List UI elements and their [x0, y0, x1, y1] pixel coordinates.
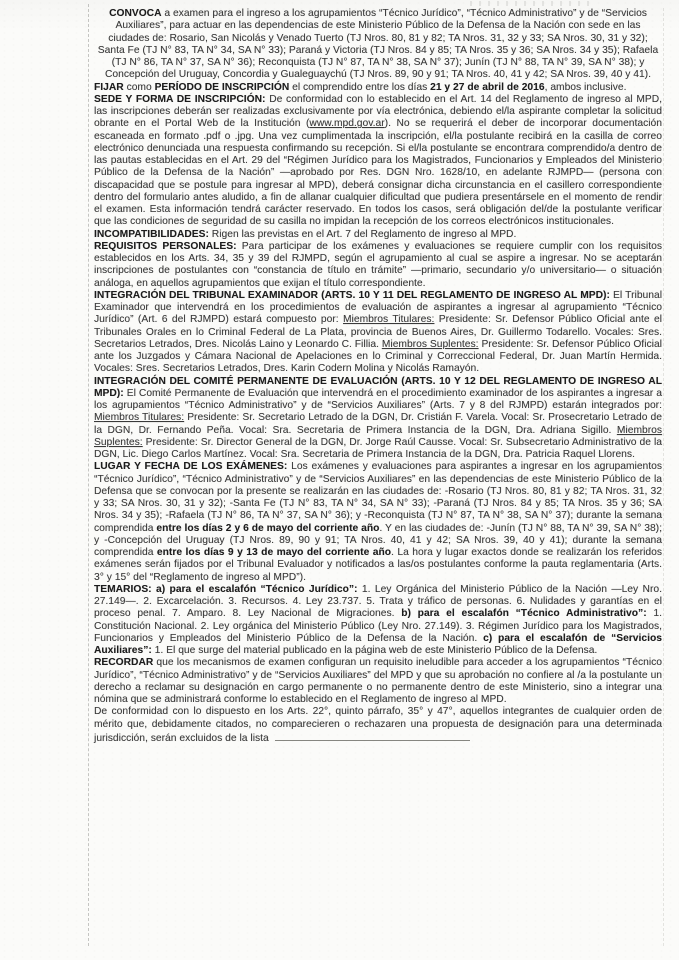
text-run: Presidente: Sr. Defensor Público Oficial ante los Juzgados y Cámara Nacional de Apelaciones en lo Criminal y Correccional Federal, Dr. Juan Martín Hermida. Vocales: Sres. Secretarios Letrados, Dres. Karin Codern Molina y Nicolás Ramayón. — [94, 338, 662, 375]
paragraph-tribunal-examinador — [94, 290, 662, 376]
text-run: El Comité Permanente de Evaluación que intervendrá en el procedimiento examinador de los aspirantes a ingresar a los agrupamientos “Técnico Administrativo” y de “Servicios Auxiliares” (Arts. 7 y 8 del RJMPD) estarán integrados por: — [94, 387, 662, 411]
paragraph-temarios — [94, 584, 662, 658]
text-run: . Y en las ciudades de: -Junín (TJ N° 88, TA N° 39, SA N° 38); y -Concepción del Uruguay (TJ Nros. 89, 90 y 91; TA Nros. 40, 41 y 42; SA Nros. 39, 40 y 41); durante la semana comprendida — [94, 522, 662, 558]
text-run: 1. El que surge del material publicado en la página web de este Ministerio Público de la Defensa. — [151, 645, 598, 656]
text-run: Presidente: Sr. Secretario Letrado de la DGN, Dr. Cristián F. Varela. Vocal: Sr. Prosecretario Letrado de la DGN, Dr. Fernando Peña. Vocal: Sra. Secretaria de Primera Instancia de la DGN, Dra. Adriana Sigillo. — [94, 412, 662, 436]
text-run: c) para el escalafón de “Servicios Auxiliares”: — [94, 632, 662, 656]
text-run: Presidente: Sr. Defensor Público Oficial ante el Tribunales Orales en lo Criminal Federal de La Plata, provincia de Buenos Aires, Dr. Guillermo Todarello. Vocales: Sres. Secretarios Letrados, Dres. Nicolás Laino y Leonardo C. Fillia. — [94, 314, 662, 350]
text-run: Miembros Suplentes: — [381, 338, 479, 350]
text-run: Miembros Titulares: — [343, 314, 435, 326]
text-run: 1. Ley Orgánica del Ministerio Público de la Nación —Ley Nro. 27.149—. 2. Excarcelación. 3. Recursos. 4. Ley 23.737. 5. Trata y tráfico de personas. 6. Nulidades y garantías en el proceso penal. 7. Amparo. 8. Ley Nacional de Migraciones. — [94, 583, 663, 620]
text-run: INCOMPATIBILIDADES: — [94, 228, 209, 240]
text-run: entre los días 2 y 6 de mayo del corriente año — [156, 522, 380, 534]
paragraph-incompatibilidades — [94, 229, 662, 241]
paragraph-sede-forma-inscripcion — [94, 94, 662, 229]
text-run: CONVOCA — [109, 8, 162, 19]
text-run: TEMARIOS: a) para el escalafón “Técnico Jurídico”: — [94, 583, 358, 595]
text-run: De conformidad con lo establecido en el Art. 14 del Reglamento de ingreso al MPD, las inscripciones deberán ser realizadas exclusivamente por vía electrónica, debiendo el/la aspirante completar la solicitud obrante en el Portal Web de la Institución ( — [94, 93, 662, 130]
text-run: como — [123, 81, 155, 93]
text-run: REQUISITOS PERSONALES: — [94, 240, 237, 252]
text-run: INTEGRACIÓN DEL TRIBUNAL EXAMINADOR (ARTS. 10 Y 11 DEL REGLAMENTO DE INGRESO AL MPD): — [94, 289, 610, 301]
text-run: que los mecanismos de examen configuran un requisito ineludible para acceder a los agrupamientos “Técnico Jurídico”, “Técnico Administrativo” y de “Servicios Auxiliares” del MPD y que su aprobación no confiere al /a la postulante un derecho a reclamar su designación en cargo permanente o no permanente dentro de este Ministerio, sino a integrar una nómina que se administrará conforme lo establecido en el Reglamento de ingreso al MPD. — [94, 657, 662, 705]
text-run: RECORDAR — [94, 657, 154, 669]
text-run: 1. Constitución Nacional. 2. Ley orgánica del Ministerio Público (Ley Nro. 27.149). 3. Régimen Jurídico para los Magistrados, Funcionarios y Empleados del Ministerio Público de la Defensa de la Nación. — [94, 608, 662, 644]
text-run: a examen para el ingreso a los agrupamientos “Técnico Jurídico”, “Técnico Administrativo” y de “Servicios Auxiliares”, para actuar en las dependencias de este Ministerio Público de la Defensa de la Nación con sede en las ciudades de: Rosario, San Nicolás y Venado Tuerto (TJ Nros. 80, 81 y 82; TA Nros. 31, 32 y 33; SA Nros. 30, 31 y 32); Santa Fe (TJ N° 83, TA N° 34, SA N° 33); Paraná y Victoria (TJ Nros. 84 y 85; TA Nros. 35 y 36; SA Nros. 34 y 35); Rafaela (TJ N° 86, TA N° 37, SA N° 36); Reconquista (TJ N° 87, TA N° 38, SA N° 37); Junín (TJ N° 88, TA N° 39, SA N° 38); y Concepción del Uruguay, Concordia y Gualeguaychú (TJ Nros. 89, 90 y 91; TA Nros. 40, 41 y 42; SA Nros. 39, 40 y 41). — [97, 8, 659, 81]
text-run: Los exámenes y evaluaciones para aspirantes a ingresar en los agrupamientos “Técnico Jurídico”, “Técnico Administrativo” y de “Servicios Auxiliares” en las dependencias de este Ministerio Público de la Defensa que se convocan por la presente se realizarán en las ciudades de: -Rosario (TJ Nros. 80, 81 y 82; TA Nros. 31, 32 y 33; SA Nros. 30, 31 y 32); -Santa Fe (TJ N° 83, TA N° 34, SA N° 33); -Paraná (TJ Nros. 84 y 85; TA Nros. 35 y 36; SA Nros. 34 y 35); -Rafaela (TJ N° 86, TA N° 37, SA N° 36); y -Reconquista (TJ N° 87, TA N° 38, SA N° 37); durante la semana comprendida — [94, 461, 662, 534]
text-run: entre los días 9 y 13 de mayo del corriente año — [156, 547, 392, 558]
text-run: LUGAR Y FECHA DE LOS EXÁMENES: — [94, 461, 288, 473]
text-run: ). No se requerirá el deber de incorporar documentación escaneada en formato .pdf o .jpg. Una vez cumplimentada la inscripción, el/la postulante recibirá en la casilla de correo electrónico denunciada una respuesta confirmando su recepción. Si el/la postulante se encontrara comprendido/a dentro de las pautas establecidas en el Art. 29 del “Régimen Jurídico para los Magistrados, Funcionarios y Empleados del Ministerio Público de la Defensa de la Nación” —aprobado por Res. DGN Nro. 1628/10, en adelante RJMPD— (persona con discapacidad que se postule para ingresar al MPD), deberá consignar dicha circunstancia en el casillero correspondiente dentro del formulario antes aludido, a fin de allanar cualquier dificultad que pudiera presentársele en el momento de rendir el examen. Esta información tendrá carácter reservado. En todos los casos, será obligación del/de la postulante verificar que las condiciones de seguridad de su casilla no impidan la recepción de los correos electrónicos institucionales. — [94, 118, 662, 228]
text-run: Para participar de los exámenes y evaluaciones se requiere cumplir con los requisitos establecidos en los Arts. 34, 35 y 39 del RJMPD, según el agrupamiento al cual se aspire a ingresar. No se aceptarán inscripciones de postulantes con “constancia de título en trámite” —primario, secundario y/o universitario— o situación análoga, en aquellos agrupamientos que exijan el título correspondiente. — [94, 240, 662, 289]
paragraph-recordar — [94, 657, 662, 706]
document-body — [94, 8, 662, 745]
paragraph-conformidad-final — [94, 706, 662, 745]
mpd-url: www.mpd.gov.ar — [309, 118, 385, 130]
paragraph-requisitos-personales — [94, 241, 662, 290]
text-run: El Tribunal Examinador que intervendrá en los procedimientos de evaluación de aspirantes a ingresar al agrupamiento “Técnico Jurídico” (Art. 6 del RJMPD) estará compuesto por: — [94, 289, 663, 326]
text-run: . La hora y lugar exactos donde se realizarán los referidos exámenes serán fijados por el Tribunal Evaluador y notificados a las/os postulantes conforme la pauta reglamentaria (Arts. 3° y 15° del “Reglamento de ingreso al MPD”). — [94, 547, 662, 583]
paragraph-fijar — [94, 82, 662, 94]
text-run: , ambos inclusive. — [544, 81, 627, 93]
paragraph-convoca — [94, 8, 662, 82]
left-margin-line — [88, 4, 89, 946]
text-run: Miembros Suplentes: — [94, 424, 662, 448]
text-run: SEDE Y FORMA DE INSCRIPCIÓN: — [94, 93, 266, 105]
text-run: Miembros Titulares: — [94, 412, 185, 424]
text-run: b) para el escalafón “Técnico Administrativo”: — [401, 608, 647, 620]
text-run: FIJAR — [94, 81, 124, 93]
text-run: 21 y 27 de abril de 2016 — [430, 81, 545, 93]
scan-smudge — [470, 1, 590, 6]
text-run: De conformidad con lo dispuesto en los Arts. 22°, quinto párrafo, 35° y 47°, aquellos integrantes de cualquier orden de mérito que, debidamente citados, no comparecieren o rechazaren una propuesta de designación para una determinada jurisdicción, serán excluidos de la lista — [94, 706, 662, 744]
right-margin-line — [663, 8, 664, 946]
paragraph-lugar-fecha-examenes — [94, 461, 662, 584]
text-run: el comprendido entre los días — [289, 81, 431, 93]
text-run: Rigen las previstas en el Art. 7 del Reglamento de ingreso al MPD. — [208, 228, 517, 240]
paragraph-comite-evaluacion — [94, 376, 662, 462]
text-run: INTEGRACIÓN DEL COMITÉ PERMANENTE DE EVALUACIÓN (ARTS. 10 Y 12 DEL REGLAMENTO DE INGRESO AL MPD): — [94, 375, 662, 399]
signature-line — [275, 731, 470, 741]
text-run: Presidente: Sr. Director General de la DGN, Dr. Jorge Raúl Causse. Vocal: Sr. Subsecretario Administrativo de la DGN, Lic. Diego Carlos Martínez. Vocal: Sra. Secretaria de Primera Instancia de la DGN, Dra. Patricia Raquel Llorens. — [94, 436, 662, 460]
text-run: PERÍODO DE INSCRIPCIÓN — [154, 81, 290, 93]
